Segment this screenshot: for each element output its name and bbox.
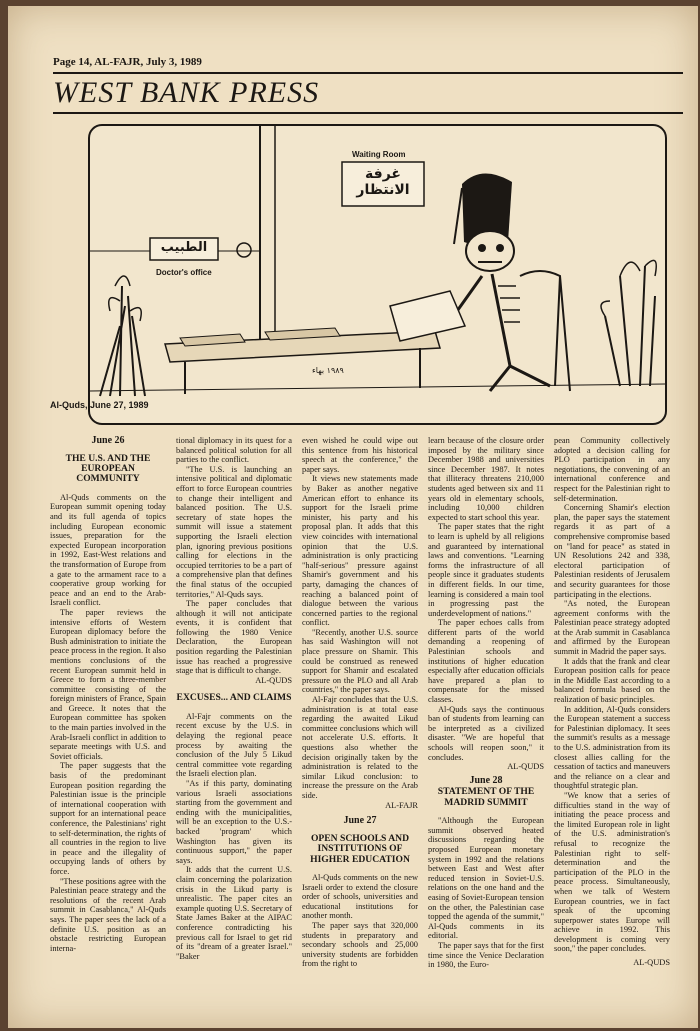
artist-signature: ١٩٨٩ بهاء xyxy=(312,366,344,375)
date-heading: June 27 xyxy=(343,815,377,827)
paragraph: "As if this party, dominating various Israeli associations starting from the government and ending with the municipalities, will be an exception to the U.S.-backed 'program' which Washington has given its continuous support," the paper says. xyxy=(176,779,292,865)
article-headline: THE U.S. AND THE EUROPEAN COMMUNITY xyxy=(65,452,151,485)
source-signature: AL-QUDS xyxy=(255,675,292,685)
paragraph: Al-Quds comments on the new Israeli order to extend the closure order of schools, universities and educational institutions for another month. xyxy=(302,872,418,921)
date-heading: June 26 xyxy=(91,435,125,446)
paragraph: The paper states that the right to learn is upheld by all religions and guaranteed by international laws and conventions. "Learning forms the infrastructure of all people since it graduates students in different fields. In our time, learning is considered a main tool in progressing past the underdevelopment of nations." xyxy=(428,522,544,618)
article-headline: STATEMENT OF THE MADRID SUMMIT xyxy=(437,786,535,808)
paragraph: "Recently, another U.S. source has said Washington will not place pressure on Shamir. This could be construed as renewed support for Shamir and escalated pressure on the PLO and all Arab countries," the paper says. xyxy=(302,627,418,695)
paragraph: The paper echoes calls from different parts of the world demanding a reopening of Palestinian schools and institutions of higher education especially after education officials have prepared a plan to compensate for the missed classes. xyxy=(428,618,544,705)
newspaper-page xyxy=(8,6,698,1028)
paragraph: The paper says that for the first time since the Venice Declaration in 1980, the Euro- xyxy=(428,940,544,970)
paragraph: It adds that the frank and clear European position calls for peace in the Middle East according to a balanced formula based on the realization of basic principles. xyxy=(554,656,670,705)
paragraph: Al-Quds comments on the European summit opening today and its full agenda of topics including European economic issues, preparation for the expected European incorporation in 1992, East-West relations and the transformation of Europe from a gate to the armament race to a cooperative group working for peace and an end to the Arab-Israeli conflict. xyxy=(50,492,166,608)
date-heading: June 28 xyxy=(469,774,503,786)
paragraph: In addition, Al-Quds considers the European statement a success for Palestinian diplomacy. It sees the summit's results as a message to the U.S. administration from its closest allies calling for the cessation of tactics and maneuvers and the reliance on a clear and thoughtful strategic plan. xyxy=(554,704,670,791)
cartoon-caption: Al-Quds, June 27, 1989 xyxy=(50,400,149,410)
header-rule xyxy=(53,72,683,74)
paragraph: learn because of the closure order imposed by the military since December 1988 and universities since December 1987. It notes that illiteracy threatens 210,000 students aged between six and 11 years old in elementary schools, including 10,000 children expected to start school this year. xyxy=(428,436,544,522)
waiting-room-arabic: غرفة الانتظار xyxy=(356,166,410,198)
paragraph: The paper says that 320,000 students in preparatory and secondary schools and 25,000 university students are forbidden from the right to xyxy=(302,920,418,969)
editorial-cartoon xyxy=(88,124,667,425)
source-signature: AL-QUDS xyxy=(507,762,544,772)
paragraph: "The U.S. is launching an intensive political and diplomatic effort to force European countries to change their intelligent and balanced position. The U.S. secretary of state hopes the summit will issue a statement supporting the Israeli election plan, ignoring previous positions calling for elections in the occupied territories to be a part of a comprehensive plan that defines the final status of the occupied territories," Al-Quds says. xyxy=(176,464,292,599)
doctors-office-label: Doctor's office xyxy=(156,268,212,277)
paragraph: "These positions agree with the Palestinian peace strategy and the resolutions of the recent Arab summit in Casablanca," Al-Quds says. The paper sees the lack of a definite U.S. position as an obstacle restricting European interna- xyxy=(50,876,166,953)
source-signature: AL-FAJR xyxy=(385,800,418,810)
paragraph: Al-Fajr concludes that the U.S. administration is at total ease regarding the awaited Likud committee conclusions which will not accelerate U.S. efforts. It questions also whether the decision originally taken by the administration is related to the similar Likud conclusion: to increase the pressure on the Arab side. xyxy=(302,695,418,800)
paragraph: The paper suggests that the basis of the predominant European position regarding the Palestinian issue is the principle of international cooperation with support for an international peace conference, the Palestinians' right to self-determination, the rights of all countries in the region to live in peace and the illegality of occupying lands of others by force. xyxy=(50,761,166,876)
paragraph: The paper reviews the intensive efforts of Western European diplomacy before the Bush administration to initiate the peace process in the region. It also mentions conclusions of the recent European summit held in Greece to form a three-member committee consisting of the foreign ministers of France, Spain and Greece. It notes that the European committee has spoken to the main parties involved in the Arab-Israeli conflict in addition to separate meetings with U.S. and Soviet officials. xyxy=(50,607,166,761)
column-3 xyxy=(302,436,418,969)
paragraph: Concerning Shamir's election plan, the paper says the statement regards it as part of a comprehensive compromise based on "land for peace" as stated in UN Resolutions 242 and 338, electoral participation of Palestinian residents of Jerusalem and security guarantees for those participating in the elections. xyxy=(554,503,670,599)
paragraph: "As noted, the European agreement conforms with the Palestinian peace strategy adopted at the Arab summit in Casablanca and affirmed by the European summit in Madrid the paper says. xyxy=(554,599,670,657)
column-4 xyxy=(428,436,544,970)
section-title: WEST BANK PRESS xyxy=(53,76,320,109)
paragraph: tional diplomacy in its quest for a balanced political solution for all parties to the conflict. xyxy=(176,436,292,465)
column-1 xyxy=(50,436,166,953)
paragraph: Al-Quds says the continuous ban of students from learning can be interpreted as a civilized disaster. "We are hopeful that schools will reopen soon," it concludes. xyxy=(428,704,544,762)
page-header: Page 14, AL-FAJR, July 3, 1989 xyxy=(53,56,202,68)
door-sign-arabic: الطبيب xyxy=(160,240,208,255)
paragraph: even wished he could wipe out this sentence from his historical speech at the conference," the paper says. xyxy=(302,436,418,474)
column-2 xyxy=(176,436,292,961)
paragraph: Al-Fajr comments on the recent excuse by the U.S. in delaying the regional peace process by awaiting the conclusion of the July 5 Likud central committee vote regarding the Israeli election plan. xyxy=(176,711,292,779)
masthead-rule xyxy=(53,112,683,114)
article-headline: OPEN SCHOOLS AND INSTITUTIONS OF HIGHER EDUCATION xyxy=(310,832,410,865)
waiting-room-label: Waiting Room xyxy=(352,150,406,159)
paragraph: "Although the European summit observed heated discussions regarding the proposed European monetary system in 1992 and the relations between East and West after reduced tension in Soviet-U.S. relations on the one hand and the easing of Soviet-European tension on the other, the Palestinian case topped the agenda of the summit," Al-Quds comments in its editorial. xyxy=(428,816,544,941)
source-signature: AL-QUDS xyxy=(633,958,670,968)
paragraph: The paper concludes that although it will not anticipate events, it is confident that following the 1980 Venice Declaration, the European position regarding the Palestinian issue has reached a progressive stage that is difficult to change. xyxy=(176,599,292,676)
paragraph: pean Community collectively adopted a decision calling for PLO participation in any negotiations, the convening of an international conference and respect for the Palestinian right to self-determination. xyxy=(554,436,670,503)
article-headline: EXCUSES... AND CLAIMS xyxy=(176,692,292,704)
paragraph: It adds that the current U.S. claim concerning the polarization crisis in the Likud party is unrealistic. The paper cites an example quoting U.S. Secretary of State James Baker at the AIPAC conference contradicting his previous call for Israel to get rid of its "dream of a greater Israel." "Baker xyxy=(176,865,292,961)
paragraph: "We know that a series of difficulties stand in the way of initiating the peace process and the limited European role in light of the U.S. administration's refusal to recognize the Palestinian right to self-determination and the participation of the PLO in the peace process. Simultaneously, when we talk of Western European countries, we in fact speak of the upcoming superpower states Europe will achieve in 1992. This development is coming very soon," the paper concludes. xyxy=(554,790,670,954)
column-5 xyxy=(554,436,670,968)
paragraph: It views new statements made by Baker as another negative American effort to enhance its support for the Israeli prime minister, his party and his proposal plan. It adds that this view coincides with international opinion that the U.S. administration is only practicing "half-serious" pressure against Shamir's government and his party, damaging the chances of reaching a balanced point of dialogue between the various concerned parties to the regional conflict. xyxy=(302,474,418,628)
